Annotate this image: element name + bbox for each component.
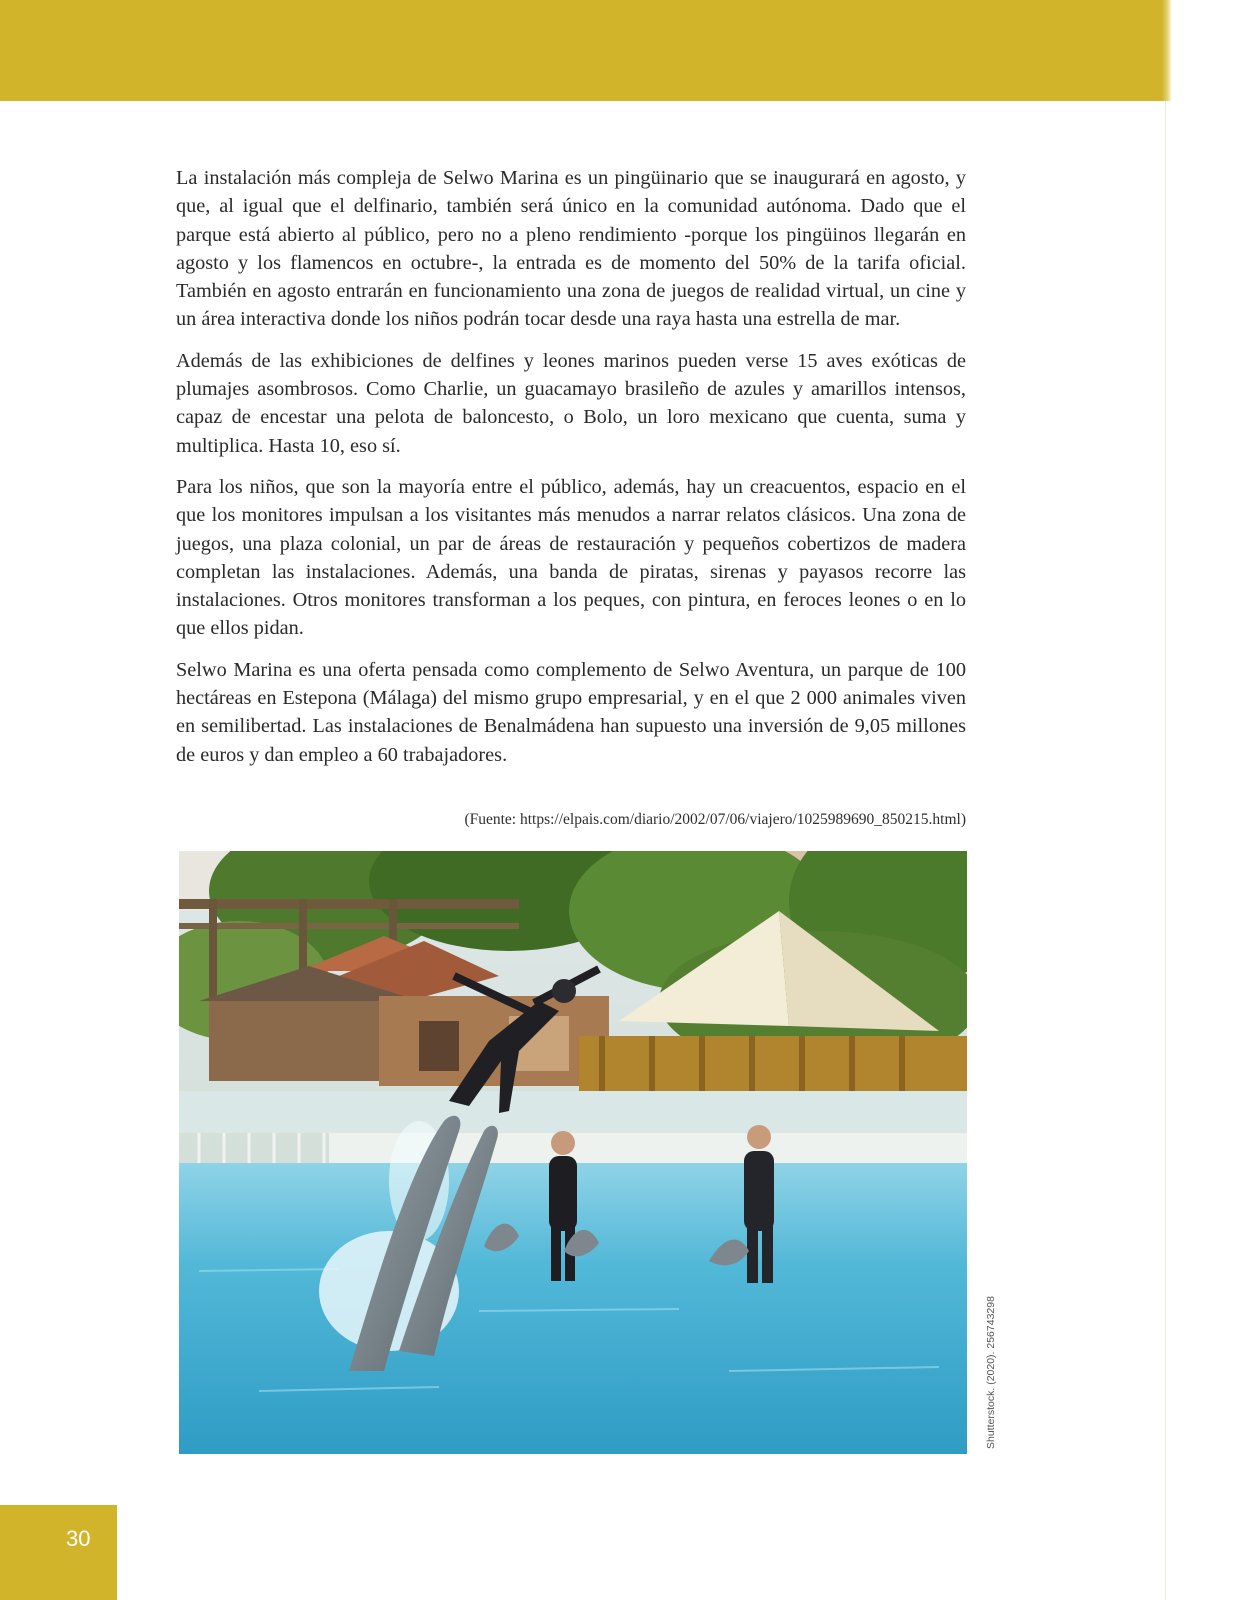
paragraph-4: Selwo Marina es una oferta pensada como complemento de Selwo Aventura, un parque de 100 hectáreas en Estepona (Málaga) del mismo grupo empresarial, y en el que 2 000 animales viven en semilibertad. Las instalaciones de Benalmádena han supuesto una inversión de 9,05 millones de euros y dan empleo a 60 trabajadores.: [176, 658, 966, 766]
article-body: [176, 164, 966, 782]
paragraph-1: La instalación más compleja de Selwo Marina es un pingüinario que se inaugurará en agosto, y que, al igual que el delfinario, también será único en la comunidad autónoma. Dado que el parque está abierto al público, pero no a pleno rendimiento -porque los pingüinos llegarán en agosto y los flamencos en octubre-, la entrada es de momento del 50% de la tarifa oficial. También en agosto entrarán en funcionamiento una zona de juegos de realidad virtual, un cine y un área interactiva donde los niños podrán tocar desde una raya hasta una estrella de mar.: [176, 167, 966, 331]
source-citation: (Fuente: https://elpais.com/diario/2002/07/06/viajero/1025989690_850215.html): [464, 811, 966, 828]
page-number-tab: [0, 1505, 117, 1600]
page-number: 30: [66, 1526, 91, 1551]
top-color-band: [0, 0, 1168, 101]
dolphin-show-illustration: [179, 851, 967, 1454]
top-band-edge: [1162, 0, 1172, 101]
paragraph-2: Además de las exhibiciones de delfines y leones marinos pueden verse 15 aves exóticas de plumajes asombrosos. Como Charlie, un guacamayo brasileño de azules y amarillos intensos, capaz de encestar una pelota de baloncesto, o Bolo, un loro mexicano que cuenta, suma y multiplica. Hasta 10, eso sí.: [176, 349, 966, 457]
dolphin-show-photo: [179, 851, 967, 1454]
photo-credit: Shutterstock. (2020). 256743298: [985, 1296, 997, 1449]
page-edge-line: [1165, 101, 1166, 1600]
paragraph-3: Para los niños, que son la mayoría entre el público, además, hay un creacuentos, espacio en el que los monitores impulsan a los visitantes más menudos a narrar relatos clásicos. Una zona de juegos, una plaza colonial, un par de áreas de restauración y pequeños cobertizos de madera completan las instalaciones. Además, una banda de piratas, sirenas y payasos recorre las instalaciones. Otros monitores transforman a los peques, con pintura, en feroces leones o en lo que ellos pidan.: [176, 475, 966, 640]
